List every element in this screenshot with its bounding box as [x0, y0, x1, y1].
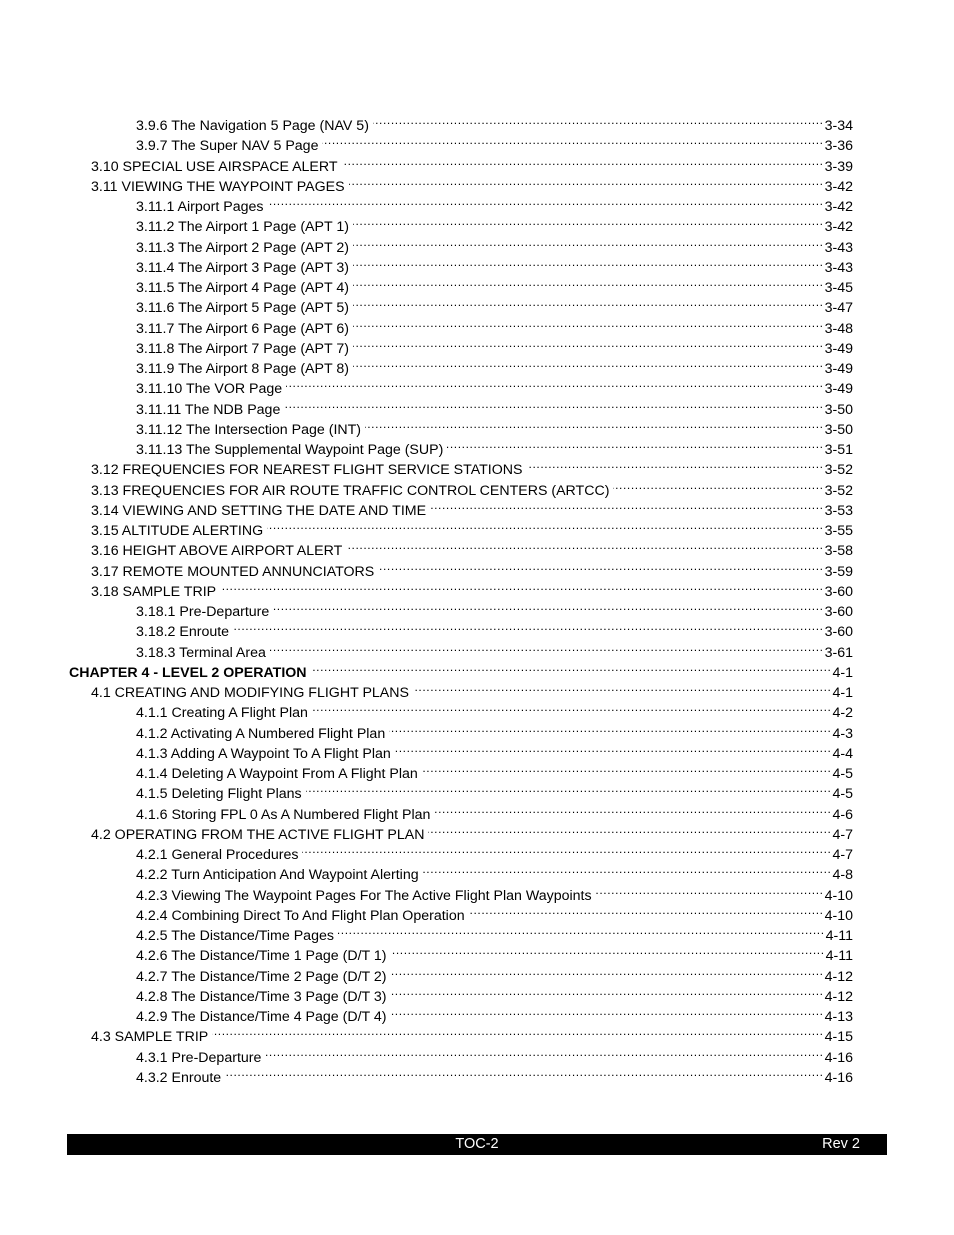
toc-entry-page-number: 3-60 — [824, 604, 853, 620]
toc-dot-leader — [306, 778, 832, 798]
toc-dot-leader — [353, 272, 824, 292]
toc-entry-page-number: 3-49 — [824, 381, 853, 398]
toc-entry[interactable] — [0, 778, 954, 803]
toc-dot-leader — [373, 110, 824, 130]
toc-entry[interactable] — [0, 475, 954, 499]
page-footer — [67, 1134, 887, 1155]
toc-dot-leader — [422, 758, 832, 778]
toc-entry-page-number: 4-3 — [832, 725, 853, 742]
toc-dot-leader — [469, 900, 824, 920]
toc-dot-leader — [284, 394, 823, 414]
toc-entry[interactable] — [0, 940, 954, 965]
toc-entry-title: 4.2.5 The Distance/Time Pages — [136, 928, 334, 944]
toc-entry[interactable] — [0, 1062, 954, 1086]
toc-entry[interactable] — [0, 151, 954, 175]
toc-entry[interactable] — [0, 859, 954, 884]
toc-entry[interactable] — [0, 799, 954, 823]
toc-entry-title: 3.11.2 The Airport 1 Page (APT 1) — [136, 219, 349, 236]
toc-entry-title: 3.11.3 The Airport 2 Page (APT 2) — [136, 239, 349, 256]
toc-entry-page-number: 3-42 — [824, 199, 853, 215]
toc-dot-leader — [267, 515, 823, 535]
toc-entry-title: 3.18.3 Terminal Area — [136, 644, 266, 661]
toc-dot-leader — [353, 353, 824, 373]
toc-entry-title: 3.15 ALTITUDE ALERTING — [91, 523, 264, 539]
toc-entry-page-number: 4-13 — [824, 1009, 853, 1025]
toc-entry-title: 4.1.6 Storing FPL 0 As A Numbered Flight Plan — [136, 806, 431, 823]
toc-dot-leader — [430, 495, 824, 515]
toc-entry[interactable] — [0, 657, 954, 681]
toc-dot-leader — [353, 313, 824, 333]
toc-entry[interactable] — [0, 454, 954, 479]
toc-entry-title: 4.2.3 Viewing The Waypoint Pages For The Active Flight Plan Waypoints — [136, 887, 592, 904]
toc-dot-leader — [265, 1042, 823, 1062]
toc-entry-title: 4.1.2 Activating A Numbered Flight Plan — [136, 725, 386, 742]
toc-entry-title: 4.3 SAMPLE TRIP — [91, 1029, 209, 1046]
toc-entry-title: 3.13 FREQUENCIES FOR AIR ROUTE TRAFFIC CONTROL CENTERS (ARTCC) — [91, 482, 610, 499]
toc-entry-page-number: 3-47 — [824, 300, 853, 317]
toc-entry[interactable] — [0, 920, 954, 944]
toc-entry[interactable] — [0, 191, 954, 215]
toc-entry-title: 4.2 OPERATING FROM THE ACTIVE FLIGHT PLAN — [91, 826, 425, 843]
toc-dot-leader — [233, 616, 824, 636]
toc-entry[interactable] — [0, 373, 954, 398]
toc-dot-leader — [613, 475, 823, 495]
toc-entry[interactable] — [0, 130, 954, 155]
toc-entry[interactable] — [0, 697, 954, 722]
toc-entry[interactable] — [0, 596, 954, 620]
toc-entry-page-number: 3-45 — [824, 280, 853, 296]
toc-entry[interactable] — [0, 292, 954, 317]
toc-entry-title: 3.11.1 Airport Pages — [136, 199, 264, 215]
footer-page-label: TOC-2 — [455, 1136, 499, 1152]
toc-dot-leader — [413, 677, 832, 697]
toc-entry-title: 4.1 CREATING AND MODIFYING FLIGHT PLANS — [91, 685, 409, 701]
toc-entry-page-number: 3-60 — [824, 624, 853, 641]
toc-entry[interactable] — [0, 576, 954, 600]
toc-dot-leader — [286, 373, 823, 393]
toc-entry-page-number: 4-11 — [825, 948, 853, 965]
toc-dot-leader — [527, 454, 824, 474]
toc-dot-leader — [225, 1062, 823, 1082]
toc-entry-title: 3.12 FREQUENCIES FOR NEAREST FLIGHT SERVICE STATIONS — [91, 462, 523, 479]
toc-dot-leader — [365, 414, 824, 434]
toc-entry[interactable] — [0, 495, 954, 519]
toc-entry-page-number: 3-49 — [824, 361, 853, 377]
toc-dot-leader — [342, 151, 824, 171]
toc-entry-page-number: 3-39 — [824, 158, 853, 175]
toc-entry[interactable] — [0, 961, 954, 985]
toc-entry[interactable] — [0, 981, 954, 1005]
toc-entry-title: 4.3.1 Pre-Departure — [136, 1049, 262, 1066]
toc-dot-leader — [338, 920, 825, 940]
toc-entry[interactable] — [0, 394, 954, 418]
toc-entry-title: 4.2.9 The Distance/Time 4 Page (D/T 4) — [136, 1009, 387, 1025]
toc-entry-title: 3.11.10 The VOR Page — [136, 381, 283, 398]
toc-dot-leader — [349, 171, 824, 191]
toc-entry[interactable] — [0, 515, 954, 539]
toc-entry[interactable] — [0, 839, 954, 863]
toc-dot-leader — [434, 799, 831, 819]
toc-entry[interactable] — [0, 718, 954, 742]
toc-entry[interactable] — [0, 1021, 954, 1046]
toc-entry-title: 3.11.7 The Airport 6 Page (APT 6) — [136, 320, 349, 337]
toc-entry-page-number: 4-5 — [832, 786, 853, 803]
toc-dot-leader — [302, 839, 831, 859]
toc-entry-title: 3.18.2 Enroute — [136, 624, 230, 641]
toc-entry[interactable] — [0, 232, 954, 256]
toc-entry-title: 3.17 REMOTE MOUNTED ANNUNCIATORS — [91, 563, 375, 580]
toc-entry-page-number: 3-52 — [824, 482, 853, 499]
toc-dot-leader — [353, 333, 824, 353]
toc-dot-leader — [389, 718, 831, 738]
toc-entry-title: 3.10 SPECIAL USE AIRSPACE ALERT — [91, 158, 338, 175]
toc-entry[interactable] — [0, 313, 954, 337]
toc-entry[interactable] — [0, 414, 954, 438]
toc-dot-leader — [346, 535, 823, 555]
toc-dot-leader — [391, 940, 825, 960]
toc-entry-title: 4.2.6 The Distance/Time 1 Page (D/T 1) — [136, 948, 387, 965]
toc-entry-page-number: 4-16 — [824, 1069, 853, 1086]
toc-entry[interactable] — [0, 535, 954, 560]
toc-entry[interactable] — [0, 819, 954, 843]
toc-entry-page-number: 4-5 — [832, 766, 853, 782]
toc-entry[interactable] — [0, 211, 954, 236]
toc-entry-title: CHAPTER 4 - LEVEL 2 OPERATION — [69, 664, 307, 681]
footer-revision: Rev 2 — [822, 1136, 860, 1152]
toc-entry[interactable] — [0, 1042, 954, 1066]
toc-dot-leader — [220, 576, 823, 596]
toc-entry-page-number: 4-15 — [824, 1029, 853, 1046]
toc-entry[interactable] — [0, 333, 954, 357]
toc-entry[interactable] — [0, 1001, 954, 1025]
toc-entry[interactable] — [0, 272, 954, 296]
toc-entry-title: 3.11.12 The Intersection Page (INT) — [136, 421, 362, 438]
toc-dot-leader — [378, 556, 823, 576]
toc-dot-leader — [312, 697, 832, 717]
toc-entry-title: 3.9.7 The Super NAV 5 Page — [136, 138, 319, 155]
toc-dot-leader — [353, 292, 824, 312]
toc-entry-title: 3.11.13 The Supplemental Waypoint Page (SUP) — [136, 442, 444, 458]
toc-entry-page-number: 3-52 — [824, 462, 853, 479]
toc-entry[interactable] — [0, 171, 954, 195]
toc-entry-title: 3.11.5 The Airport 4 Page (APT 4) — [136, 280, 349, 296]
toc-entry-page-number: 3-51 — [824, 442, 853, 458]
toc-dot-leader — [268, 191, 824, 211]
toc-entry-page-number: 4-1 — [832, 685, 853, 701]
toc-entry[interactable] — [0, 900, 954, 924]
toc-dot-leader — [428, 819, 831, 839]
toc-dot-leader — [391, 981, 824, 1001]
toc-entry[interactable] — [0, 616, 954, 641]
toc-entry-page-number: 4-1 — [832, 664, 853, 681]
toc-entry-title: 3.11.8 The Airport 7 Page (APT 7) — [136, 340, 349, 357]
toc-entry-title: 3.18 SAMPLE TRIP — [91, 583, 217, 600]
toc-entry[interactable] — [0, 252, 954, 276]
toc-entry-page-number: 3-48 — [824, 320, 853, 337]
toc-dot-leader — [391, 1001, 824, 1021]
toc-entry-title: 3.11.4 The Airport 3 Page (APT 3) — [136, 259, 349, 276]
toc-entry[interactable] — [0, 353, 954, 377]
toc-entry-title: 4.2.1 General Procedures — [136, 847, 299, 863]
toc-entry[interactable] — [0, 758, 954, 782]
toc-dot-leader — [270, 637, 824, 657]
toc-entry-title: 4.2.8 The Distance/Time 3 Page (D/T 3) — [136, 988, 387, 1005]
toc-entry[interactable] — [0, 434, 954, 458]
toc-entry[interactable] — [0, 880, 954, 904]
toc-entry-title: 3.14 VIEWING AND SETTING THE DATE AND TIME — [91, 502, 427, 519]
toc-entry-page-number: 3-34 — [824, 118, 853, 134]
toc-dot-leader — [212, 1021, 823, 1041]
toc-entry-title: 4.1.1 Creating A Flight Plan — [136, 705, 308, 722]
toc-dot-leader — [311, 657, 832, 677]
toc-entry-title: 4.1.4 Deleting A Waypoint From A Flight Plan — [136, 766, 418, 782]
toc-dot-leader — [273, 596, 823, 616]
toc-entry-page-number: 3-61 — [824, 644, 853, 661]
toc-entry-page-number: 3-49 — [824, 340, 853, 357]
toc-entry-title: 3.11 VIEWING THE WAYPOINT PAGES — [91, 178, 345, 195]
toc-dot-leader — [596, 880, 824, 900]
toc-entry-page-number: 3-58 — [824, 543, 853, 560]
toc-entry-page-number: 4-16 — [824, 1049, 853, 1066]
toc-dot-leader — [391, 961, 824, 981]
toc-entry-page-number: 3-60 — [824, 583, 853, 600]
toc-entry-page-number: 4-8 — [832, 867, 853, 884]
toc-entry-page-number: 4-12 — [824, 988, 853, 1005]
toc-dot-leader — [322, 130, 823, 150]
toc-entry-title: 3.18.1 Pre-Departure — [136, 604, 270, 620]
toc-dot-leader — [423, 859, 832, 879]
toc-entry-page-number: 3-50 — [824, 421, 853, 438]
toc-entry-page-number: 4-6 — [832, 806, 853, 823]
toc-entry-title: 3.11.9 The Airport 8 Page (APT 8) — [136, 361, 349, 377]
toc-entry-title: 3.11.11 The NDB Page — [136, 401, 281, 418]
toc-entry-page-number: 3-42 — [824, 178, 853, 195]
toc-entry-page-number: 3-42 — [824, 219, 853, 236]
toc-entry-page-number: 4-10 — [824, 907, 853, 924]
toc-entry-title: 4.2.4 Combining Direct To And Flight Plan Operation — [136, 907, 465, 924]
toc-entry-title: 4.3.2 Enroute — [136, 1069, 222, 1086]
toc-entry[interactable] — [0, 677, 954, 701]
toc-entry-title: 3.11.6 The Airport 5 Page (APT 5) — [136, 300, 349, 317]
toc-entry-page-number: 3-55 — [824, 523, 853, 539]
toc-entry-page-number: 4-11 — [825, 928, 853, 944]
toc-dot-leader — [353, 252, 824, 272]
toc-entry-page-number: 4-2 — [832, 705, 853, 722]
toc-entry[interactable] — [0, 556, 954, 580]
toc-entry-page-number: 3-50 — [824, 401, 853, 418]
toc-entry-title: 4.2.7 The Distance/Time 2 Page (D/T 2) — [136, 968, 387, 985]
toc-entry-page-number: 3-59 — [824, 563, 853, 580]
toc-entry-page-number: 4-4 — [832, 745, 853, 762]
toc-entry-page-number: 4-7 — [832, 847, 853, 863]
toc-dot-leader — [353, 232, 824, 252]
toc-entry-page-number: 3-43 — [824, 259, 853, 276]
toc-dot-leader — [395, 738, 832, 758]
toc-entry-page-number: 3-53 — [824, 502, 853, 519]
toc-entry-page-number: 3-36 — [824, 138, 853, 155]
toc-entry-line — [136, 1062, 853, 1088]
toc-entry[interactable] — [0, 637, 954, 661]
toc-entry-title: 3.9.6 The Navigation 5 Page (NAV 5) — [136, 118, 369, 134]
toc-entry-title: 4.1.3 Adding A Waypoint To A Flight Plan — [136, 745, 391, 762]
toc-entry-page-number: 4-10 — [824, 887, 853, 904]
toc-entry[interactable] — [0, 110, 954, 134]
table-of-contents — [0, 110, 954, 1086]
toc-entry-page-number: 3-43 — [824, 239, 853, 256]
toc-entry-title: 3.16 HEIGHT ABOVE AIRPORT ALERT — [91, 543, 343, 560]
toc-entry[interactable] — [0, 738, 954, 762]
toc-dot-leader — [447, 434, 823, 454]
toc-entry-title: 4.2.2 Turn Anticipation And Waypoint Alerting — [136, 867, 419, 884]
toc-dot-leader — [353, 211, 824, 231]
toc-entry-page-number: 4-7 — [832, 826, 853, 843]
toc-entry-title: 4.1.5 Deleting Flight Plans — [136, 786, 302, 803]
toc-entry-page-number: 4-12 — [824, 968, 853, 985]
